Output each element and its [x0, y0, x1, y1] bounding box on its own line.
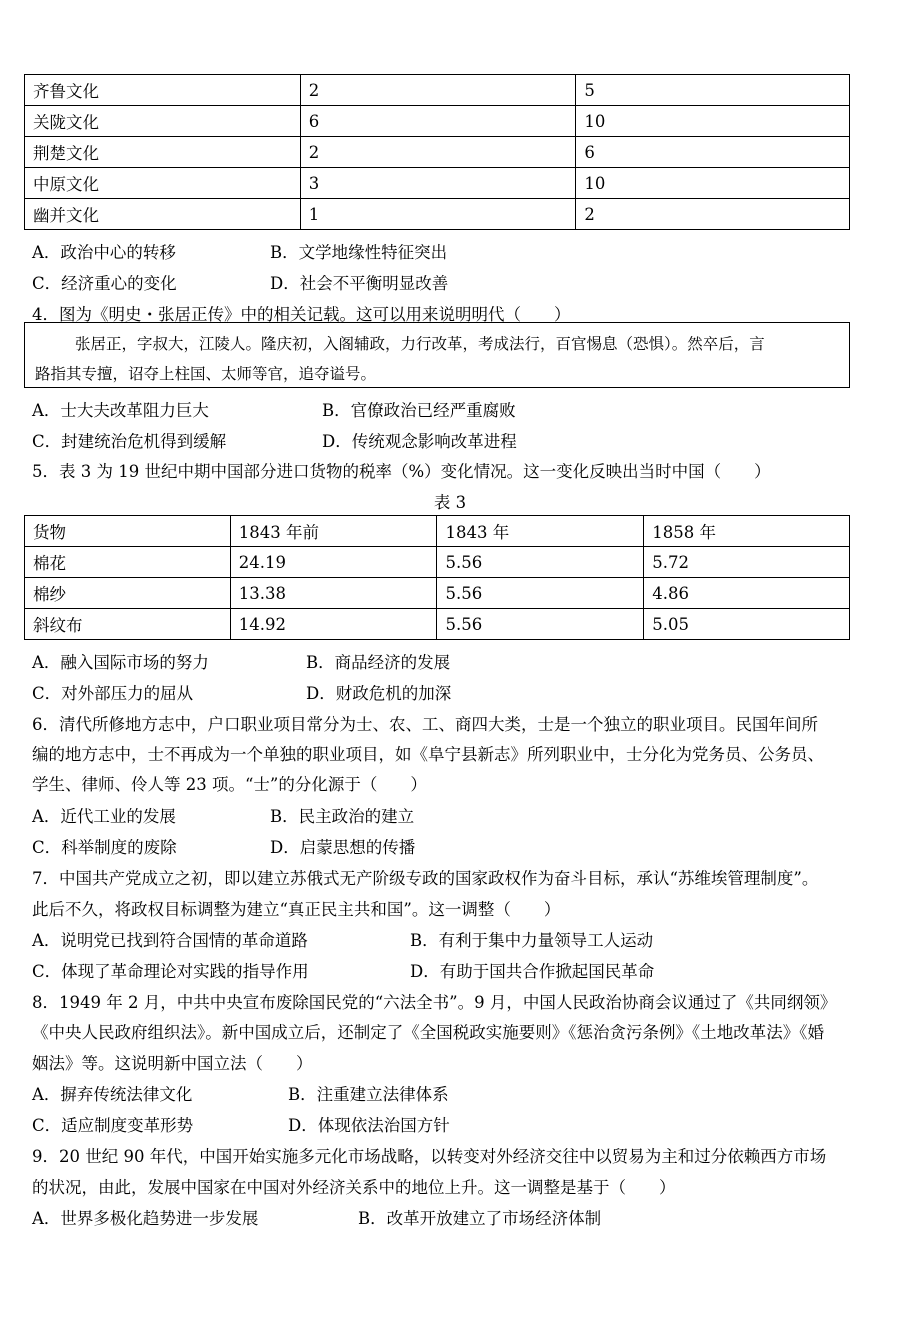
q4-stem: 4．图为《明史・张居正传》中的相关记载。这可以用来说明明代（ ） [32, 305, 571, 324]
table-header-cell: 1843 年 [437, 516, 644, 547]
q3-option-b[interactable]: B．文学地缘性特征突出 [270, 243, 448, 262]
table-cell: 2 [300, 75, 576, 106]
table-cell: 5 [576, 75, 850, 106]
table-cell: 14.92 [230, 609, 437, 640]
q7-option-c[interactable]: C．体现了革命理论对实践的指导作用 [32, 962, 309, 981]
q9-option-a[interactable]: A．世界多极化趋势进一步发展 [32, 1209, 259, 1228]
q6-option-b[interactable]: B．民主政治的建立 [270, 807, 415, 826]
table-header-cell: 1858 年 [644, 516, 850, 547]
q6-option-c[interactable]: C．科举制度的废除 [32, 838, 177, 857]
tariff-table [24, 515, 850, 640]
table-cell: 中原文化 [25, 168, 301, 199]
q9-stem-line-1: 9．20 世纪 90 年代，中国开始实施多元化市场战略，以转变对外经济交往中以贸易为主和过分依赖西方市场 [32, 1147, 827, 1166]
table-cell: 棉花 [25, 547, 231, 578]
q8-option-b[interactable]: B．注重建立法律体系 [288, 1085, 449, 1104]
q5-table-caption: 表 3 [433, 493, 467, 512]
q8-option-a[interactable]: A．摒弃传统法律文化 [32, 1085, 193, 1104]
table-cell: 10 [576, 106, 850, 137]
q8-option-c[interactable]: C．适应制度变革形势 [32, 1116, 194, 1135]
q8-option-d[interactable]: D．体现依法治国方针 [288, 1116, 450, 1135]
q4-option-c[interactable]: C．封建统治危机得到缓解 [32, 432, 227, 451]
q6-option-d[interactable]: D．启蒙思想的传播 [270, 838, 416, 857]
q5-stem: 5．表 3 为 19 世纪中期中国部分进口货物的税率（%）变化情况。这一变化反映出当时中国（ ） [32, 462, 771, 481]
q5-option-d[interactable]: D．财政危机的加深 [306, 684, 452, 703]
table-cell: 5.56 [437, 547, 644, 578]
table-cell: 5.72 [644, 547, 850, 578]
q7-option-d[interactable]: D．有助于国共合作掀起国民革命 [410, 962, 655, 981]
table-cell: 4.86 [644, 578, 850, 609]
table-cell: 齐鲁文化 [25, 75, 301, 106]
table-row [25, 75, 850, 106]
table-cell: 5.56 [437, 609, 644, 640]
q5-option-c[interactable]: C．对外部压力的屈从 [32, 684, 194, 703]
q9-stem-line-2: 的状况，由此，发展中国家在中国对外经济关系中的地位上升。这一调整是基于（ ） [32, 1178, 676, 1197]
table-cell: 6 [576, 137, 850, 168]
literature-region-table [24, 74, 850, 230]
q6-stem-line-1: 6．清代所修地方志中，户口职业项目常分为士、农、工、商四大类，士是一个独立的职业项目。民国年间所 [32, 715, 818, 734]
q3-option-a[interactable]: A．政治中心的转移 [32, 243, 176, 262]
q6-option-a[interactable]: A．近代工业的发展 [32, 807, 176, 826]
table-cell: 2 [300, 137, 576, 168]
q4-quote-box [24, 322, 850, 388]
q7-option-a[interactable]: A．说明党已找到符合国情的革命道路 [32, 931, 308, 950]
q7-stem-line-2: 此后不久，将政权目标调整为建立“真正民主共和国”。这一调整（ ） [32, 900, 561, 919]
q4-quote-line-2: 路指其专擅，诏夺上柱国、太师等官，追夺谥号。 [35, 365, 377, 383]
table-row [25, 199, 850, 230]
q8-stem-line-1: 8．1949 年 2 月，中共中央宣布废除国民党的“六法全书”。9 月，中国人民政治协商会议通过了《共同纲领》 [32, 993, 837, 1012]
table-cell: 5.05 [644, 609, 850, 640]
q7-stem-line-1: 7．中国共产党成立之初，即以建立苏俄式无产阶级专政的国家政权作为奋斗目标，承认“苏维埃管理制度”。 [32, 869, 819, 888]
q4-option-b[interactable]: B．官僚政治已经严重腐败 [322, 401, 516, 420]
table-cell: 关陇文化 [25, 106, 301, 137]
table-row [25, 168, 850, 199]
table-row [25, 106, 850, 137]
table-cell: 5.56 [437, 578, 644, 609]
table-row [25, 578, 850, 609]
q6-stem-line-2: 编的地方志中，士不再成为一个单独的职业项目，如《阜宁县新志》所列职业中，士分化为党务员、公务员、 [32, 745, 824, 764]
q5-option-b[interactable]: B．商品经济的发展 [306, 653, 451, 672]
table-header-row [25, 516, 850, 547]
table-header-cell: 货物 [25, 516, 231, 547]
table-row [25, 609, 850, 640]
q3-option-d[interactable]: D．社会不平衡明显改善 [270, 274, 449, 293]
table-cell: 13.38 [230, 578, 437, 609]
table-cell: 10 [576, 168, 850, 199]
q8-stem-line-2: 《中央人民政府组织法》。新中国成立后，还制定了《全国税政实施要则》《惩治贪污条例》《土地改革法》《婚 [32, 1023, 824, 1042]
q8-stem-line-3: 姻法》等。这说明新中国立法（ ） [32, 1054, 313, 1073]
table-cell: 荆楚文化 [25, 137, 301, 168]
table-cell: 6 [300, 106, 576, 137]
q4-quote-line-1: 张居正，字叔大，江陵人。隆庆初，入阁辅政，力行改革，考成法行，百官惕息（恐惧）。然卒后，言 [75, 335, 765, 353]
table-cell: 3 [300, 168, 576, 199]
table-row [25, 137, 850, 168]
table-cell: 24.19 [230, 547, 437, 578]
table-cell: 1 [300, 199, 576, 230]
table-cell: 棉纱 [25, 578, 231, 609]
q5-option-a[interactable]: A．融入国际市场的努力 [32, 653, 209, 672]
q4-option-a[interactable]: A．士大夫改革阻力巨大 [32, 401, 209, 420]
q9-option-b[interactable]: B．改革开放建立了市场经济体制 [358, 1209, 602, 1228]
q6-stem-line-3: 学生、律师、伶人等 23 项。“士”的分化源于（ ） [32, 775, 427, 794]
table-cell: 2 [576, 199, 850, 230]
table-cell: 幽并文化 [25, 199, 301, 230]
table-cell: 斜纹布 [25, 609, 231, 640]
q4-option-d[interactable]: D．传统观念影响改革进程 [322, 432, 517, 451]
table-row [25, 547, 850, 578]
table-header-cell: 1843 年前 [230, 516, 437, 547]
q3-option-c[interactable]: C．经济重心的变化 [32, 274, 177, 293]
q7-option-b[interactable]: B．有利于集中力量领导工人运动 [410, 931, 654, 950]
